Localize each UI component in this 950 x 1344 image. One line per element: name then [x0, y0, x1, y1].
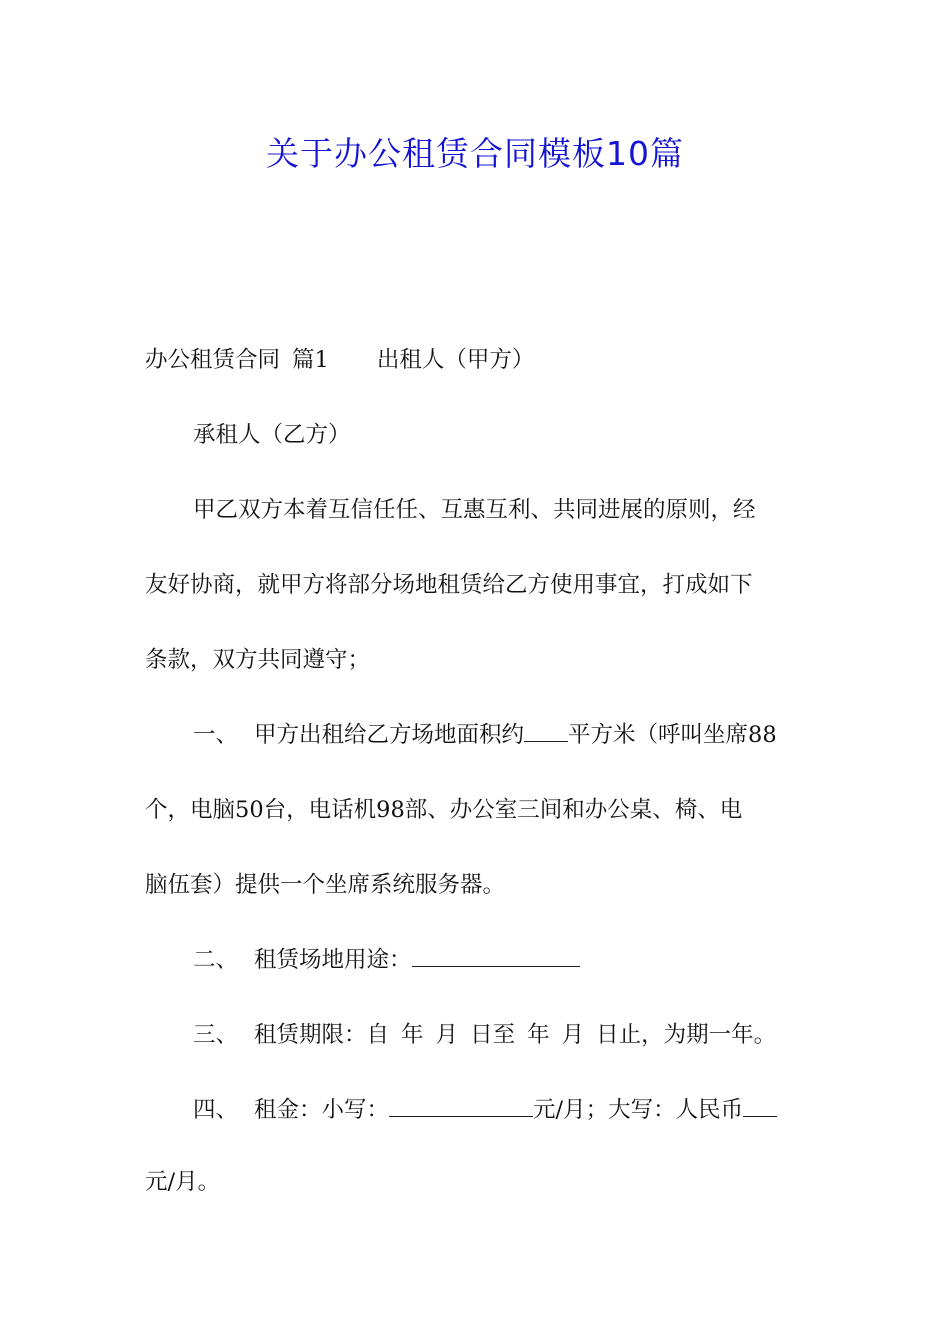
clause-1-line-2: 个，电脑50台，电话机98部、办公室三间和办公桌、椅、电 [145, 797, 743, 823]
clause-3-text-a: 租赁期限：自 [254, 1022, 390, 1048]
clause-4-text-b: 元/月；大写：人民币 [533, 1097, 744, 1123]
clause-2-line [193, 940, 873, 980]
clause-3-text-f: 月 [561, 1022, 585, 1048]
document-title: 关于办公租赁合同模板10篇 [266, 134, 684, 173]
lessor-label: 出租人（甲方） [376, 347, 535, 373]
intro-line-1: 甲乙双方本着互信任任、互惠互利、共同进展的原则，经 [193, 497, 756, 523]
clause-1-text-b: 平方米（呼叫坐席88 [568, 722, 777, 748]
lessee-label: 承租人（乙方） [193, 422, 351, 448]
clause-4-line-1 [193, 1090, 873, 1130]
rent-small-blank [389, 1094, 533, 1117]
clause-3-line [193, 1015, 873, 1055]
clause-3-text-g: 日止，为期一年。 [596, 1022, 777, 1048]
clause-4-line-2: 元/月。 [145, 1169, 221, 1195]
area-blank [524, 719, 568, 742]
usage-blank [412, 944, 580, 967]
clause-2-text: 租赁场地用途： [254, 947, 412, 973]
clause-3-text-c: 月 [435, 1022, 459, 1048]
intro-line-2: 友好协商，就甲方将部分场地租赁给乙方使用事宜，打成如下 [145, 572, 753, 598]
clause-1-line-1 [193, 715, 873, 755]
clause-4-number: 四、 [193, 1097, 239, 1123]
clause-1-line-3: 脑伍套）提供一个坐席系统服务器。 [145, 872, 506, 898]
clause-3-text-d: 日至 [470, 1022, 516, 1048]
clause-2-number: 二、 [193, 947, 239, 973]
clause-1-number: 一、 [193, 722, 239, 748]
rent-large-blank [743, 1094, 777, 1117]
section-label: 办公租赁合同 [145, 347, 281, 373]
clause-3-text-b: 年 [401, 1022, 424, 1048]
intro-line-3: 条款，双方共同遵守； [145, 647, 371, 673]
clause-4-text-a: 租金：小写： [254, 1097, 390, 1123]
heading-line [145, 340, 825, 380]
clause-3-text-e: 年 [527, 1022, 550, 1048]
clause-3-number: 三、 [193, 1022, 239, 1048]
part-label: 篇1 [292, 347, 329, 373]
clause-1-text-a: 甲方出租给乙方场地面积约 [254, 722, 525, 748]
